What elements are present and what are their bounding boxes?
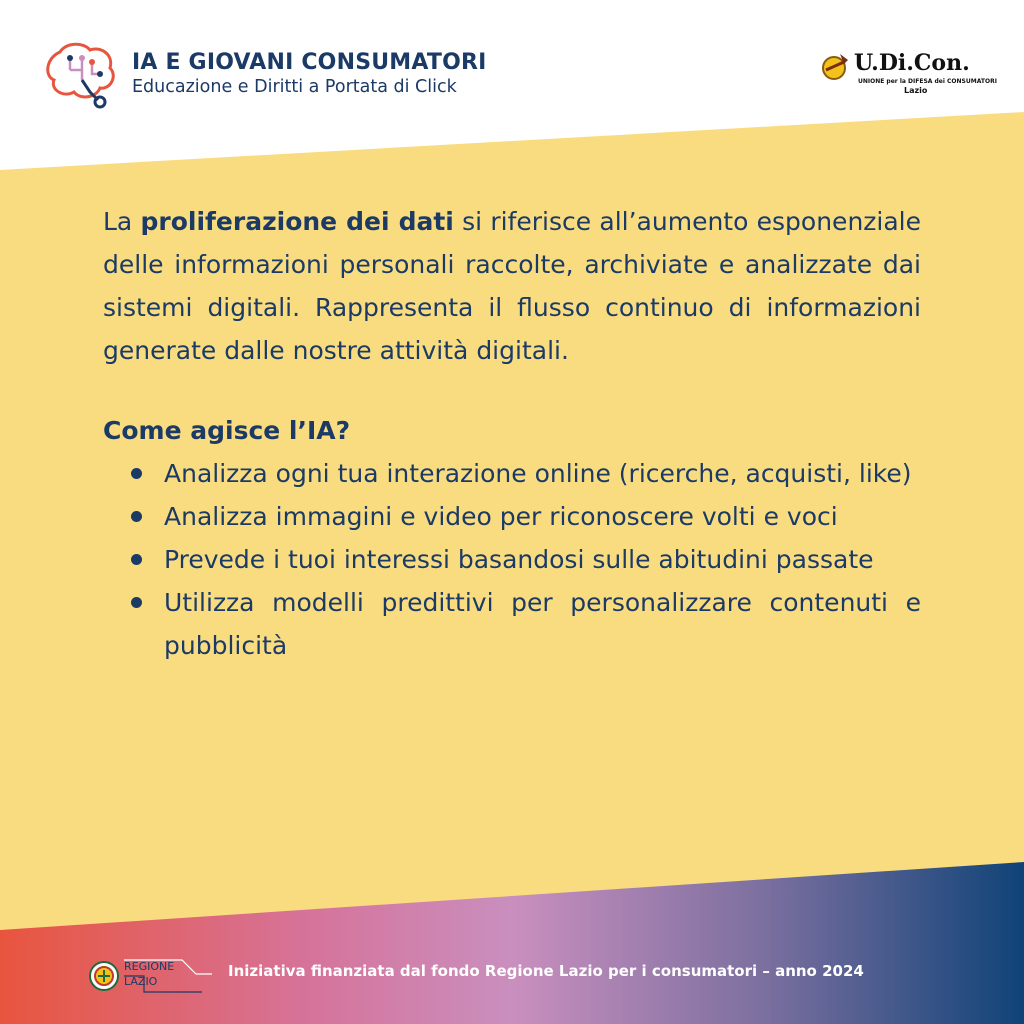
footer-funding-text: Iniziativa finanziata dal fondo Regione Lazio per i consumatori – anno 2024 xyxy=(228,962,864,980)
header-title: IA E GIOVANI CONSUMATORI xyxy=(132,50,487,75)
intro-paragraph xyxy=(103,200,921,372)
bullet-item: Prevede i tuoi interessi basandosi sulle abitudini passate xyxy=(103,538,921,581)
udicon-logo xyxy=(818,48,997,98)
regione-lazio-emblem-icon xyxy=(88,960,120,992)
udicon-name: U.Di.Con. xyxy=(854,50,970,76)
regione-line2: LAZIO xyxy=(124,975,158,988)
udicon-tagline: UNIONE per la DIFESA dei CONSUMATORI xyxy=(858,78,997,85)
bullet-list xyxy=(103,452,921,667)
bullet-item: Analizza immagini e video per riconoscere volti e voci xyxy=(103,495,921,538)
intro-part1: La xyxy=(103,207,141,236)
header-text xyxy=(132,50,487,98)
bullet-item: Utilizza modelli predittivi per personalizzare contenuti e pubblicità xyxy=(103,581,921,667)
brain-circuit-icon xyxy=(40,40,120,110)
bullet-item: Analizza ogni tua interazione online (ricerche, acquisti, like) xyxy=(103,452,921,495)
regione-lazio-logo xyxy=(88,958,208,996)
udicon-emblem-icon xyxy=(818,50,852,84)
intro-part2: si riferisce all’aumento esponenziale delle informazioni personali raccolte, archiviate e analizzate dai sistemi digitali. Rappresenta il flusso continuo di informazioni generate dalle nostre attività digitali. xyxy=(103,207,922,365)
main-content xyxy=(103,200,921,667)
regione-line1: REGIONE xyxy=(124,960,175,973)
intro-highlight: proliferazione dei dati xyxy=(140,207,454,236)
udicon-region: Lazio xyxy=(904,86,928,95)
header-subtitle: Educazione e Diritti a Portata di Click xyxy=(132,77,457,97)
section-title: Come agisce l’IA? xyxy=(103,416,351,445)
